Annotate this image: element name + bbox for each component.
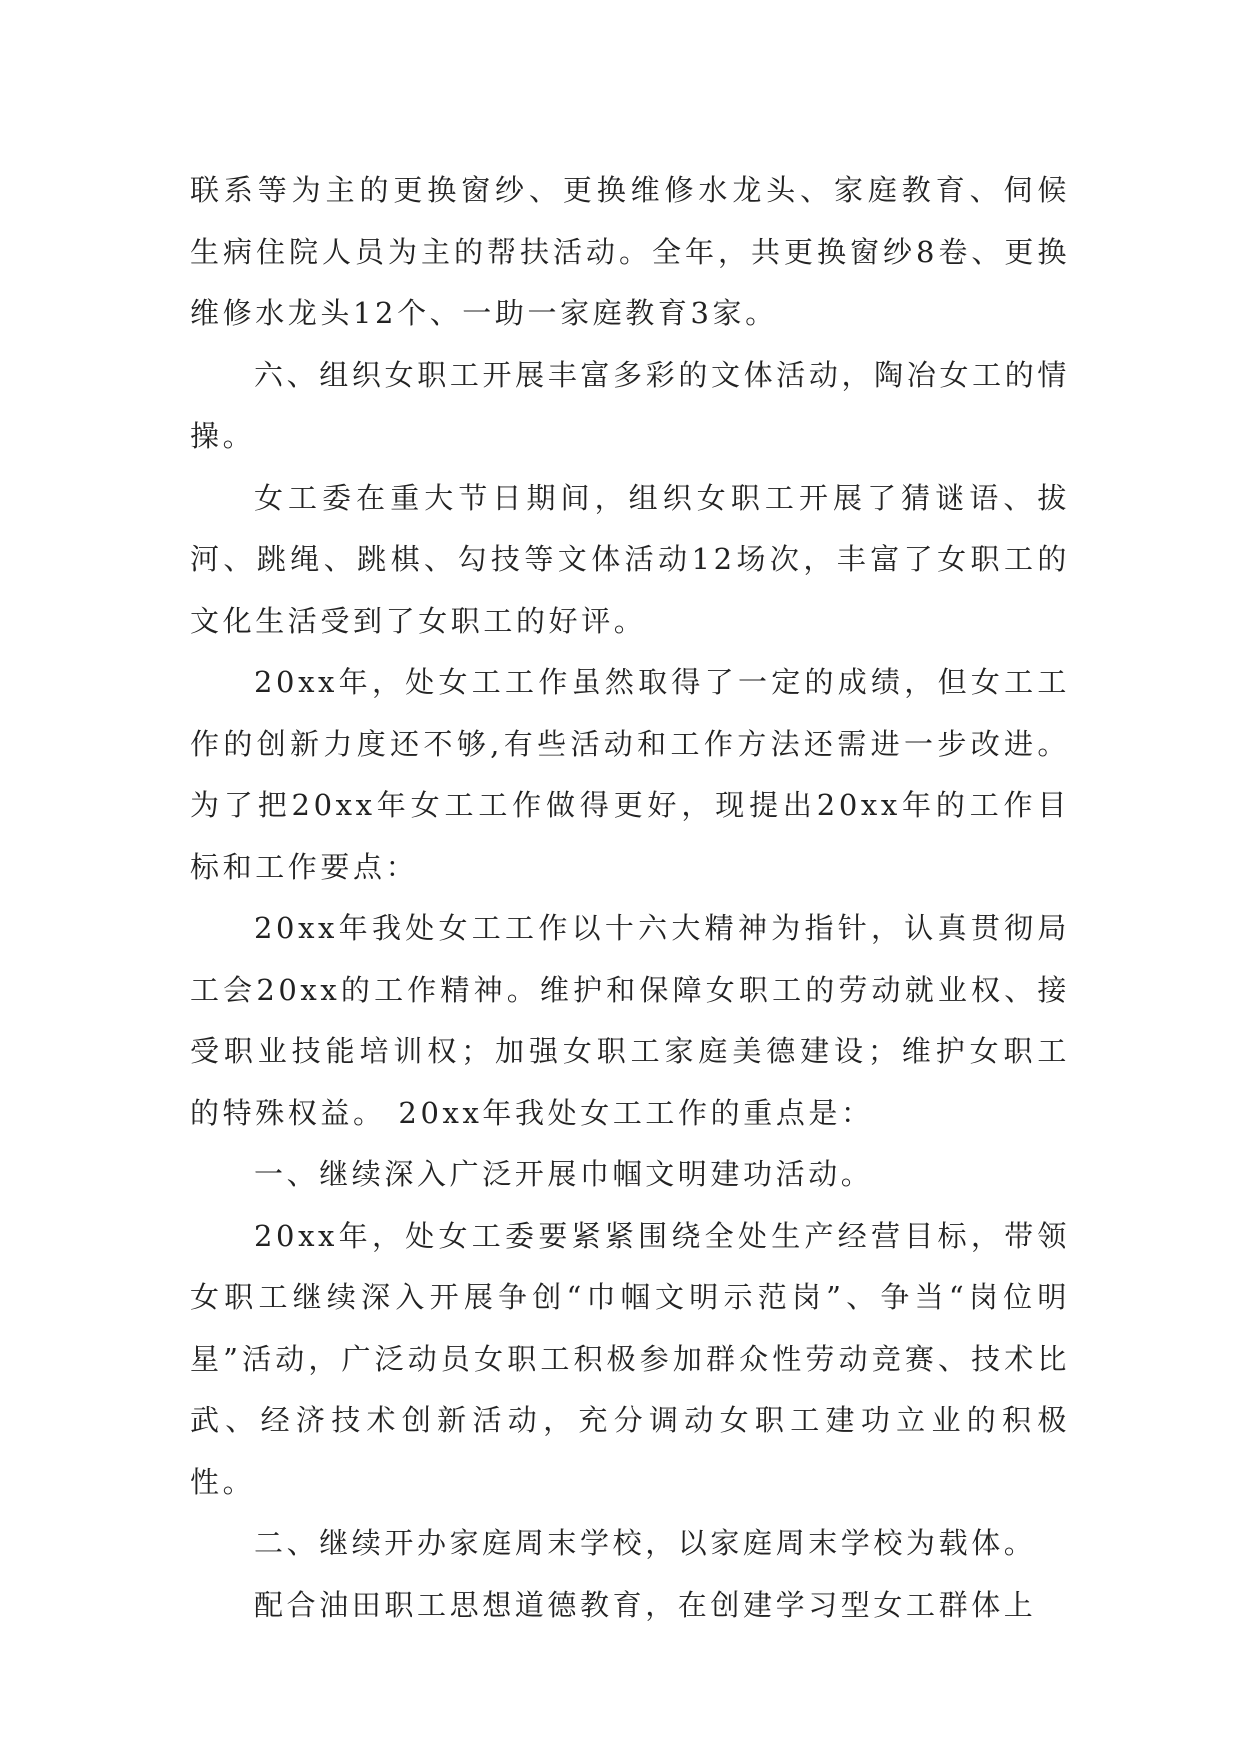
paragraph: 配合油田职工思想道德教育，在创建学习型女工群体上 bbox=[254, 1587, 1037, 1622]
section-heading-six: 六、组织女职工开展丰富多彩的文体活动，陶冶女工的情操。 bbox=[190, 357, 1070, 453]
paragraph: 联系等为主的更换窗纱、更换维修水龙头、家庭教育、伺候生病住院人员为主的帮扶活动。全年，共更换窗纱8卷、更换维修水龙头12个、一助一家庭教育3家。 bbox=[190, 173, 1070, 330]
paragraph: 20xx年，处女工委要紧紧围绕全处生产经营目标，带领女职工继续深入开展争创“巾帼文明示范岗”、争当“岗位明星”活动，广泛动员女职工积极参加群众性劳动竞赛、技术比武、经济技术创新活动，充分调动女职工建功立业的积极性。 bbox=[190, 1218, 1070, 1499]
section-heading-two: 二、继续开办家庭周末学校，以家庭周末学校为载体。 bbox=[254, 1526, 1037, 1560]
paragraph: 女工委在重大节日期间，组织女职工开展了猜谜语、拔河、跳绳、跳棋、勾技等文体活动12场次，丰富了女职工的文化生活受到了女职工的好评。 bbox=[190, 480, 1070, 638]
paragraph: 20xx年我处女工工作以十六大精神为指针，认真贯彻局工会20xx的工作精神。维护和保障女职工的劳动就业权、接受职业技能培训权；加强女职工家庭美德建设；维护女职工的特殊权益。 20xx年我处女工工作的重点是： bbox=[190, 911, 1070, 1130]
paragraph: 20xx年，处女工工作虽然取得了一定的成绩，但女工工作的创新力度还不够,有些活动和工作方法还需进一步改进。为了把20xx年女工工作做得更好，现提出20xx年的工作目标和工作要点： bbox=[190, 665, 1070, 884]
section-heading-one: 一、继续深入广泛开展巾帼文明建功活动。 bbox=[254, 1157, 874, 1191]
document-body bbox=[190, 160, 1070, 1636]
